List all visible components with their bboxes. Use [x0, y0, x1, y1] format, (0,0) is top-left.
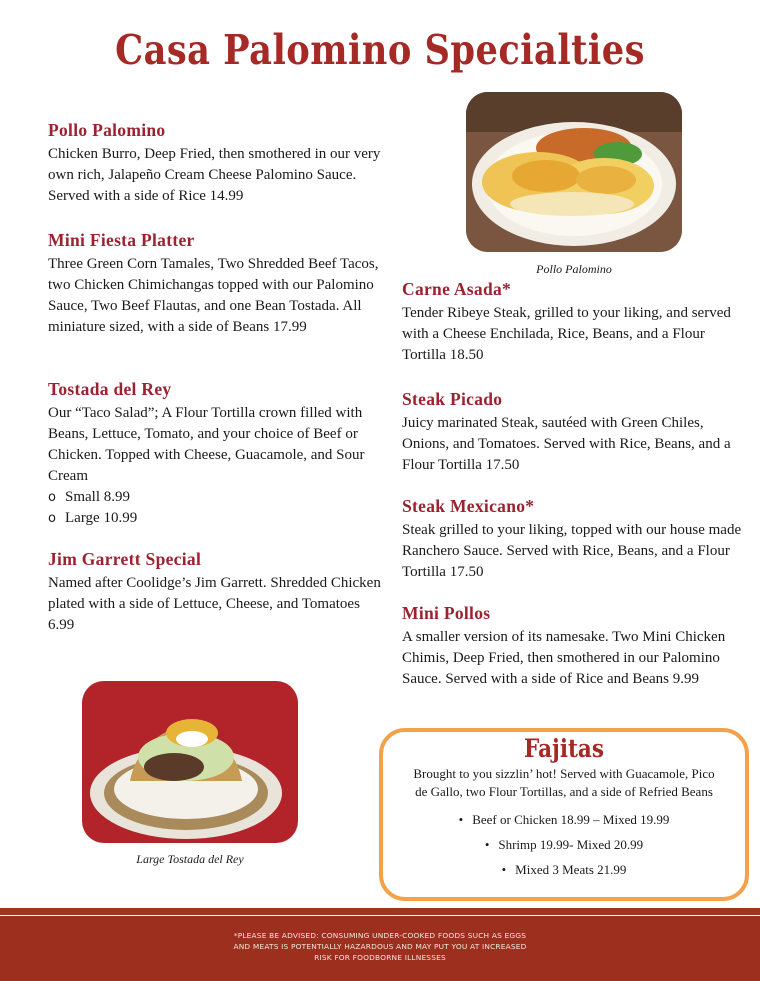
- size-option: o Large 10.99: [48, 508, 383, 529]
- item-name: Steak Picado: [402, 389, 503, 409]
- item-name: Pollo Palomino: [48, 120, 166, 140]
- item-description: Steak grilled to your liking, topped with our house made Ranchero Sauce. Served with Rice, Beans, and a Flour Tortilla 17.50: [402, 522, 742, 580]
- tostada-del-rey-photo: [82, 681, 298, 843]
- item-description: A smaller version of its namesake. Two Mini Chicken Chimis, Deep Fried, then smothered in our Palomino Sauce. Served with a side of Rice and Beans 9.99: [402, 629, 726, 687]
- menu-item-tostada-del-rey: [48, 379, 383, 529]
- size-option: o Small 8.99: [48, 487, 383, 508]
- tostada-plate-illustration: [82, 681, 298, 843]
- fajitas-option: • Beef or Chicken 18.99 – Mixed 19.99: [383, 807, 745, 832]
- item-description: Three Green Corn Tamales, Two Shredded Beef Tacos, two Chicken Chimichangas topped with our Palomino Sauce, Two Beef Flautas, and one Bean Tostada. All miniature sized, with a side of Beans 17.99: [48, 256, 379, 335]
- page-title: Casa Palomino Specialties: [115, 26, 645, 74]
- menu-item-jim-garrett-special: [48, 549, 383, 636]
- pollo-palomino-photo: [466, 92, 682, 252]
- item-description: Tender Ribeye Steak, grilled to your liking, and served with a Cheese Enchilada, Rice, Beans, and a Flour Tortilla 18.50: [402, 305, 731, 363]
- item-name: Tostada del Rey: [48, 379, 172, 399]
- fajitas-option: • Mixed 3 Meats 21.99: [383, 857, 745, 882]
- item-name: Mini Pollos: [402, 603, 491, 623]
- item-name: Carne Asada*: [402, 279, 512, 299]
- fajitas-option: • Shrimp 19.99- Mixed 20.99: [383, 832, 745, 857]
- item-name: Jim Garrett Special: [48, 549, 202, 569]
- menu-item-steak-picado: [402, 389, 747, 476]
- footer-stripe: [0, 908, 760, 915]
- disclaimer: *PLEASE BE ADVISED: CONSUMING UNDER-COOKED FOODS SUCH AS EGGS AND MEATS IS POTENTIALLY HAZARDOUS AND MAY PUT YOU AT INCREASED RISK FOR FOODBORNE ILLNESSES: [233, 931, 527, 962]
- item-description: Our “Taco Salad”; A Flour Tortilla crown filled with Beans, Lettuce, Tomato, and your choice of Beef or Chicken. Topped with Cheese, Guacamole, and Sour Cream: [48, 405, 365, 484]
- fajitas-title: Fajitas: [524, 734, 604, 763]
- item-name: Steak Mexicano*: [402, 496, 535, 516]
- size-options: [48, 487, 383, 529]
- footer-bar: [0, 916, 760, 981]
- item-name: Mini Fiesta Platter: [48, 230, 195, 250]
- menu-item-steak-mexicano: [402, 496, 747, 583]
- menu-item-pollo-palomino: [48, 120, 383, 207]
- pollo-plate-illustration: [466, 92, 682, 252]
- fajitas-box: [379, 728, 749, 901]
- fajitas-description: Brought to you sizzlin’ hot! Served with Guacamole, Pico de Gallo, two Flour Tortillas, and a side of Refried Beans: [413, 766, 715, 799]
- pollo-palomino-caption: Pollo Palomino: [536, 262, 612, 276]
- item-description: Juicy marinated Steak, sautéed with Green Chiles, Onions, and Tomatoes. Served with Rice, Beans, and a Flour Tortilla 17.50: [402, 415, 731, 473]
- menu-item-carne-asada: [402, 279, 747, 366]
- menu-item-mini-fiesta-platter: [48, 230, 383, 338]
- tostada-caption: Large Tostada del Rey: [136, 852, 244, 866]
- menu-item-mini-pollos: [402, 603, 747, 690]
- item-description: Named after Coolidge’s Jim Garrett. Shredded Chicken plated with a side of Lettuce, Cheese, and Tomatoes 6.99: [48, 575, 381, 633]
- item-description: Chicken Burro, Deep Fried, then smothered in our very own rich, Jalapeño Cream Cheese Palomino Sauce. Served with a side of Rice 14.99: [48, 146, 381, 204]
- fajitas-options: [383, 807, 745, 882]
